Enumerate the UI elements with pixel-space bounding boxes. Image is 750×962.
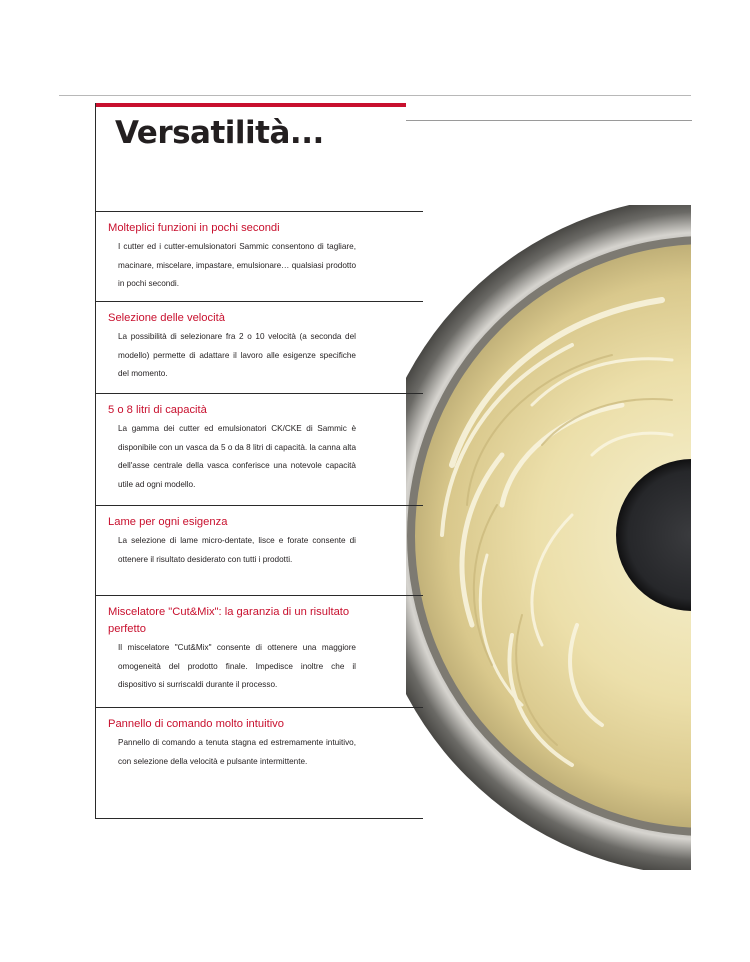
feature-section bbox=[96, 595, 423, 695]
features-panel bbox=[95, 103, 406, 819]
top-divider bbox=[59, 95, 691, 96]
feature-section bbox=[96, 707, 423, 771]
feature-section bbox=[96, 211, 423, 294]
feature-section bbox=[96, 393, 423, 494]
feature-text: Pannello di comando a tenuta stagna ed estremamente intuitivo, con selezione della velocità e pulsante intermittente. bbox=[118, 738, 356, 766]
bottom-divider bbox=[96, 818, 423, 819]
feature-heading: Lame per ogni esigenza bbox=[108, 516, 228, 528]
feature-heading: 5 o 8 litri di capacità bbox=[108, 404, 207, 416]
feature-text: La gamma dei cutter ed emulsionatori CK/CKE di Sammic è disponibile con un vasca da 5 o da 8 litri di capacità. la canna alta dell'asse centrale della vasca conferisce una notevole capacità utile ad ogni modello. bbox=[118, 424, 356, 489]
feature-text: Il miscelatore "Cut&Mix" consente di ottenere una maggiore omogeneità del prodotto finale. Impedisce inoltre che il dispositivo si surriscaldi durante il processo. bbox=[118, 643, 356, 689]
feature-text: La possibilità di selezionare fra 2 o 10 velocità (a seconda del modello) permette di adattare il lavoro alle esigenze specifiche del momento. bbox=[118, 332, 356, 378]
feature-text: La selezione di lame micro-dentate, lisce e forate consente di ottenere il risultato desiderato con tutti i prodotti. bbox=[118, 536, 356, 564]
feature-heading: Miscelatore "Cut&Mix": la garanzia di un risultato perfetto bbox=[108, 606, 350, 635]
feature-text: I cutter ed i cutter-emulsionatori Sammic consentono di tagliare, macinare, miscelare, impastare, emulsionare… qualsiasi prodotto in pochi secondi. bbox=[118, 242, 356, 288]
feature-heading: Pannello di comando molto intuitivo bbox=[108, 718, 284, 730]
accent-bar bbox=[96, 103, 406, 107]
feature-section bbox=[96, 301, 423, 384]
feature-heading: Selezione delle velocità bbox=[108, 312, 225, 324]
header-divider bbox=[406, 120, 692, 121]
page-title: Versatilità... bbox=[115, 115, 324, 151]
feature-section bbox=[96, 505, 423, 569]
feature-heading: Molteplici funzioni in pochi secondi bbox=[108, 222, 280, 234]
